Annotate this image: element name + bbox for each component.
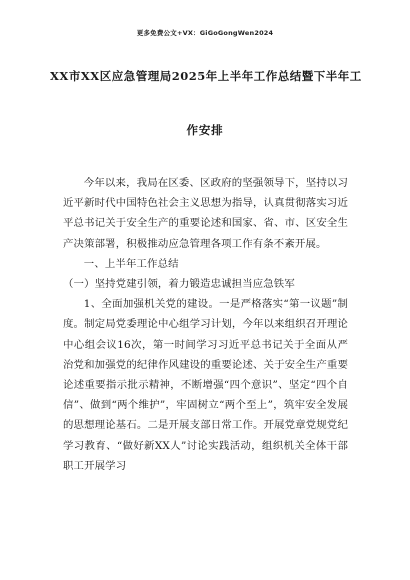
sub-heading: （一）坚持党建引领，着力锻造忠诚担当应急铁军 xyxy=(63,278,295,291)
section-heading: 一、上半年工作总结 xyxy=(83,257,179,270)
document-title-line-2: 作安排 xyxy=(186,123,224,137)
body-paragraph: 1、全面加强机关党的建设。一是严格落实“第一议题”制度。制定局党委理论中心组学习计划，今年以来组织召开理论中心组会议16次，第一时间学习习近平总书记关于全面从严治党和加强党的纪律作风建设的重要论述、关于安全生产重要论述重要指示批示精神，不断增强“四个意识”、坚定“四个自信”、做到“两个维护”，牢固树立“两个至上”，筑牢安全发展的思想理论基石。二是开展支部日常工作。开展党章党规党纪学习教育、“做好新XX人”讨论实践活动，组织机关全体干部职工开展学习 xyxy=(63,298,348,472)
intro-paragraph: 今年以来，我局在区委、区政府的坚强领导下，坚持以习近平新时代中国特色社会主义思想为指导，认真贯彻落实习近平总书记关于安全生产的重要论述和国家、省、市、区安全生产决策部署，积极推动应急管理各项工作有条不紊开展。 xyxy=(63,177,348,250)
header-note: 更多免费公文+VX：GiGoGongWen2024 xyxy=(136,29,274,37)
document-title-line-1: XX市XX区应急管理局2025年上半年工作总结暨下半年工 xyxy=(50,69,362,83)
document-body xyxy=(63,173,348,476)
